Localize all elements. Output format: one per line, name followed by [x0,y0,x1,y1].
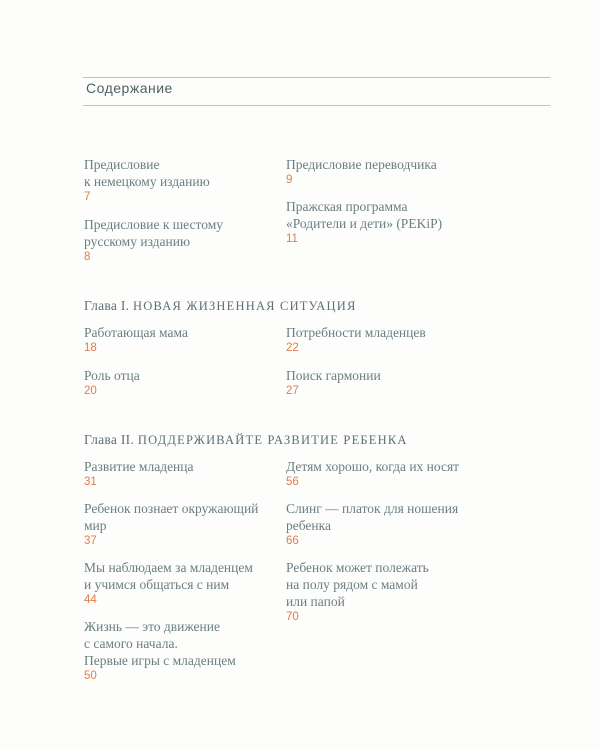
toc-entry-prague-program[interactable] [286,198,526,247]
toc-entry-title: Мы наблюдаем за младенцем и учимся общаться с ним [84,560,253,592]
toc-entry-page: 22 [286,342,299,354]
toc-entry-page: 66 [286,535,299,547]
chapter-1-heading [84,298,357,314]
chapter-name: ПОДДЕРЖИВАЙТЕ РАЗВИТИЕ РЕБЕНКА [137,433,408,447]
chapter-name: НОВАЯ ЖИЗНЕННАЯ СИТУАЦИЯ [133,299,357,313]
bottom-rule [83,105,550,106]
toc-entry-page: 9 [286,174,293,186]
toc-entry-title: Работающая мама [84,325,188,340]
toc-entry-page: 50 [84,670,97,682]
toc-entry-title: Развитие младенца [84,459,194,474]
toc-entry-page: 11 [286,233,298,245]
toc-entry-floor-time[interactable] [286,559,516,625]
toc-entry-title: Пражская программа «Родители и дети» (PEKiP) [286,199,443,231]
toc-entry-foreword-russian[interactable] [84,216,284,265]
toc-entry-title: Детям хорошо, когда их носят [286,459,460,474]
page-title: Содержание [86,80,173,96]
toc-entry-page: 70 [286,611,299,623]
chapter-prefix: Глава I. [84,298,130,313]
toc-entry-title: Потребности младенцев [286,325,426,340]
toc-entry-page: 56 [286,476,299,488]
toc-entry-title: Предисловие к немецкому изданию [84,157,210,189]
toc-entry-father-role[interactable] [84,367,284,399]
toc-entry-infant-development[interactable] [84,458,284,490]
toc-entry-title: Предисловие к шестому русскому изданию [84,217,224,249]
chapter-2-heading [84,432,408,448]
toc-entry-sling[interactable] [286,500,516,549]
toc-entry-title: Поиск гармонии [286,368,381,383]
toc-entry-infant-needs[interactable] [286,324,486,356]
toc-entry-life-is-movement[interactable] [84,618,284,684]
toc-entry-carrying-children[interactable] [286,458,516,490]
toc-entry-page: 27 [286,385,299,397]
toc-entry-working-mom[interactable] [84,324,284,356]
toc-entry-title: Роль отца [84,368,140,383]
toc-entry-foreword-german[interactable] [84,156,284,205]
toc-entry-observe-and-communicate[interactable] [84,559,284,608]
toc-entry-child-explores-world[interactable] [84,500,284,549]
toc-entry-page: 44 [84,594,97,606]
chapter-prefix: Глава II. [84,432,135,447]
toc-entry-title: Ребенок познает окружающий мир [84,501,259,533]
toc-entry-title: Ребенок может полежать на полу рядом с мамой или папой [286,560,429,609]
toc-entry-page: 8 [84,251,91,263]
toc-entry-page: 20 [84,385,97,397]
toc-entry-page: 7 [84,191,91,203]
top-rule [83,77,550,78]
toc-entry-page: 31 [84,476,97,488]
toc-entry-title: Жизнь — это движение с самого начала. Первые игры с младенцем [84,619,236,668]
toc-entry-title: Предисловие переводчика [286,157,437,172]
toc-entry-page: 37 [84,535,97,547]
toc-entry-harmony[interactable] [286,367,486,399]
toc-entry-page: 18 [84,342,97,354]
toc-entry-translator-foreword[interactable] [286,156,486,188]
toc-entry-title: Слинг — платок для ношения ребенка [286,501,459,533]
